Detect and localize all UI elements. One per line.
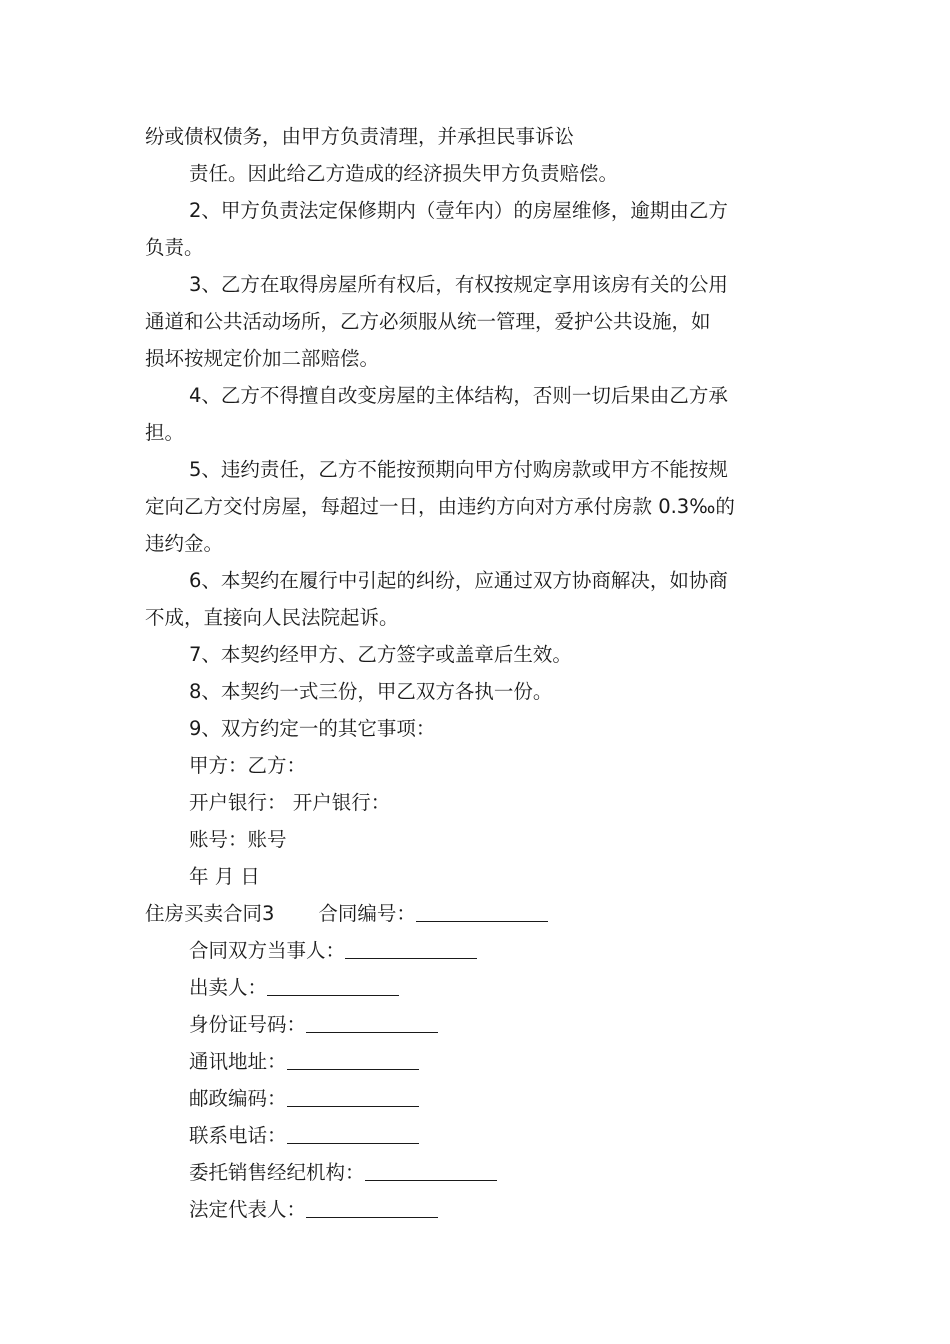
clause-5: 5、违约责任，乙方不能按预期向甲方付购房款或甲方不能按规 xyxy=(189,458,728,481)
field-label: 出卖人： xyxy=(189,976,268,999)
contract-number-label: 合同编号： xyxy=(318,902,416,925)
clause-3: 3、乙方在取得房屋所有权后，有权按规定享用该房有关的公用 xyxy=(189,273,728,296)
text-line: 纷或债权债务，由甲方负责清理，并承担民事诉讼 xyxy=(145,125,575,148)
clause-2: 2、甲方负责法定保修期内（壹年内）的房屋维修，逾期由乙方 xyxy=(189,199,728,222)
text-line: 责任。因此给乙方造成的经济损失甲方负责赔偿。 xyxy=(189,162,619,185)
field-blank xyxy=(287,1049,419,1070)
form-field-parties xyxy=(145,932,810,969)
clause-6: 6、本契约在履行中引起的纠纷，应通过双方协商解决，如协商 xyxy=(189,569,728,592)
form-field-postcode xyxy=(145,1080,810,1117)
contract-number-blank xyxy=(416,901,548,922)
clause-4: 4、乙方不得擅自改变房屋的主体结构，否则一切后果由乙方承 xyxy=(189,384,728,407)
field-label: 委托销售经纪机构： xyxy=(189,1161,365,1184)
field-blank xyxy=(306,1012,438,1033)
form-field-phone xyxy=(145,1117,810,1154)
date-line: 年 月 日 xyxy=(189,865,260,888)
field-blank xyxy=(267,975,399,996)
clause-9: 9、双方约定一的其它事项： xyxy=(189,717,436,740)
field-blank xyxy=(365,1160,497,1181)
text-line: 不成，直接向人民法院起诉。 xyxy=(145,606,399,629)
contract-heading-line xyxy=(145,895,810,932)
clause-8: 8、本契约一式三份，甲乙双方各执一份。 xyxy=(189,680,553,703)
form-field-agency xyxy=(145,1154,810,1191)
form-field-legal-rep xyxy=(145,1191,810,1228)
form-field-id-number xyxy=(145,1006,810,1043)
form-field-address xyxy=(145,1043,810,1080)
party-signature-line: 甲方：乙方： xyxy=(189,754,307,777)
field-label: 联系电话： xyxy=(189,1124,287,1147)
contract-title: 住房买卖合同3 xyxy=(145,902,275,925)
field-blank xyxy=(287,1086,419,1107)
field-blank xyxy=(345,938,477,959)
field-blank xyxy=(287,1123,419,1144)
field-label: 合同双方当事人： xyxy=(189,939,346,962)
field-blank xyxy=(306,1197,438,1218)
field-label: 通讯地址： xyxy=(189,1050,287,1073)
clause-7: 7、本契约经甲方、乙方签字或盖章后生效。 xyxy=(189,643,572,666)
field-label: 邮政编码： xyxy=(189,1087,287,1110)
text-line: 通道和公共活动场所，乙方必须服从统一管理，爱护公共设施，如 xyxy=(145,310,711,333)
bank-line: 开户银行： 开户银行： xyxy=(189,791,391,814)
document-page xyxy=(145,118,810,1228)
text-line: 担。 xyxy=(145,421,185,444)
text-line: 负责。 xyxy=(145,236,204,259)
field-label: 法定代表人： xyxy=(189,1198,307,1221)
account-line: 账号：账号 xyxy=(189,828,287,851)
field-label: 身份证号码： xyxy=(189,1013,307,1036)
form-field-seller xyxy=(145,969,810,1006)
text-line: 损坏按规定价加二部赔偿。 xyxy=(145,347,380,370)
text-line: 违约金。 xyxy=(145,532,224,555)
text-line: 定向乙方交付房屋，每超过一日，由违约方向对方承付房款 0.3‰的 xyxy=(145,495,735,518)
